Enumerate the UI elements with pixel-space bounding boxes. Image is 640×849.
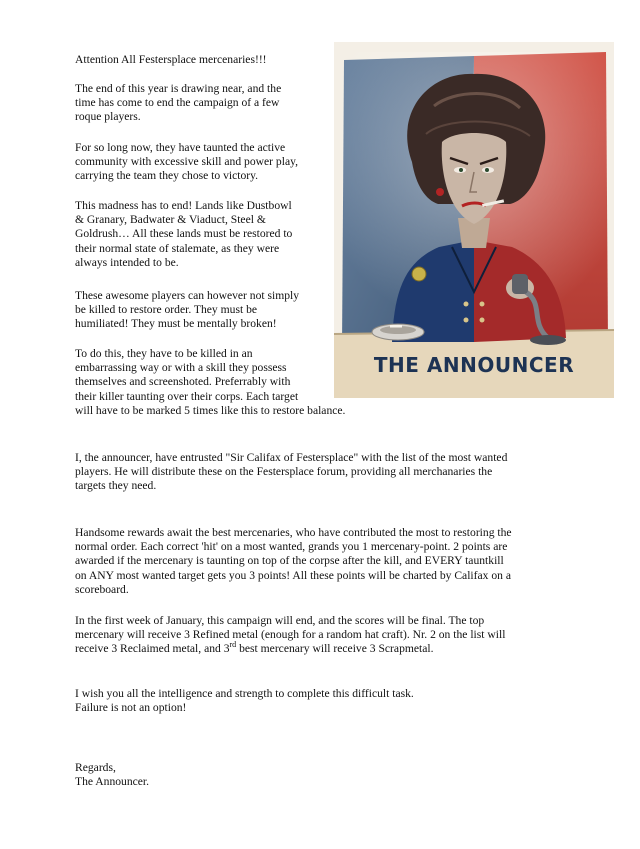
greeting-line: Attention All Festersplace mercenaries!!!	[75, 53, 267, 66]
paragraph-rewards: Handsome rewards await the best mercenaries, who have contributed the most to restoring the normal order. Each correct 'hit' on a most wanted, grands you 1 mercenary-point. 2 points are awarded if the mercenary is taunting on top of the corpse after the kill, and EVERY tauntkill on ANY most wanted target gets you 3 points! All these points will be charted by Califax on a scoreboard.	[75, 526, 512, 596]
paragraph-entrusted: I, the announcer, have entrusted "Sir Califax of Festersplace" with the list of the most wanted players. He will distribute these on the Festersplace forum, providing all merchanaries the targets they need.	[75, 451, 508, 493]
signature: The Announcer.	[75, 775, 150, 788]
paragraph-humiliated: These awesome players can however not simply be killed to restore order. They must be humiliated! They must be mentally broken!	[75, 289, 300, 331]
poster-caption: THE ANNOUNCER	[373, 353, 575, 377]
paragraph-how-to-kill: To do this, they have to be killed in an embarrassing way or with a skill they possess themselves and screenshoted. Preferrably with their killer taunting over their corps. Each target will have to be marked 5 times like this to restore balance.	[75, 347, 346, 417]
paragraph-wish: I wish you all the intelligence and strength to complete this difficult task. Failure is not an option!	[75, 687, 414, 715]
paragraph-end-of-year: The end of this year is drawing near, and the time has come to end the campaign of a few roque players.	[75, 82, 282, 124]
paragraph-taunted: For so long now, they have taunted the active community with excessive skill and power play, carrying the team they chose to victory.	[75, 141, 299, 183]
announcer-illustration	[334, 42, 614, 398]
closing-regards: Regards,	[75, 761, 116, 774]
prizes-text: In the first week of January, this campaign will end, and the scores will be final. The top mercenary will receive 3 Refined metal (enough for a random hat craft). Nr. 2 on the list will receive 3 Reclaimed metal, and 3	[75, 614, 506, 656]
announcer-poster	[334, 42, 614, 398]
paragraph-prizes	[75, 614, 567, 657]
prizes-text-end: best mercenary will receive 3 Scrapmetal.	[236, 642, 434, 656]
paragraph-madness: This madness has to end! Lands like Dustbowl & Granary, Badwater & Viaduct, Steel & Goldrush… All these lands must be restored to their normal state of stalemate, as they were always intended to be.	[75, 199, 293, 269]
ordinal-suffix: rd	[229, 640, 237, 650]
